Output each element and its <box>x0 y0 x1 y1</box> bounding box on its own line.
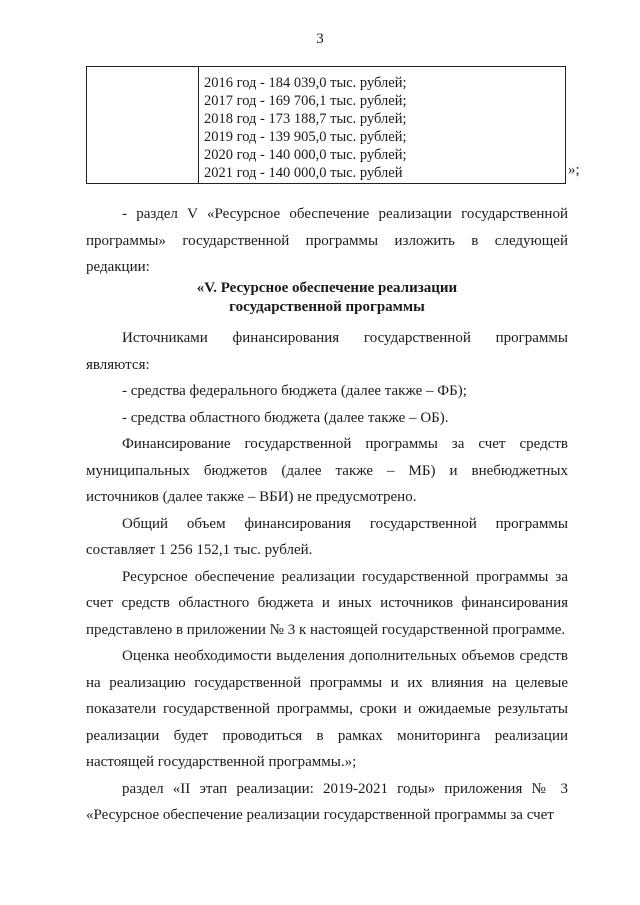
financing-year-row: 2019 год - 139 905,0 тыс. рублей; <box>204 129 407 145</box>
financing-year-row: 2016 год - 184 039,0 тыс. рублей; <box>204 75 407 91</box>
stage-section-paragraph: раздел «II этап реализации: 2019-2021 годы» приложения № 3 «Ресурсное обеспечение реализации государственной программы за счет <box>86 780 568 823</box>
financing-year-row: 2018 год - 173 188,7 тыс. рублей; <box>204 111 407 127</box>
table-divider <box>198 67 199 183</box>
page-number: 3 <box>316 31 324 47</box>
section-intro: - раздел V «Ресурсное обеспечение реализации государственной программы» государственной программы изложить в следующей редакции: <box>86 206 568 275</box>
document-body <box>86 325 568 829</box>
source-federal-item: - средства федерального бюджета (далее также – ФБ); <box>122 383 467 399</box>
municipal-note-paragraph: Финансирование государственной программы за счет средств муниципальных бюджетов (далее также – МБ) и внебюджетных источников (далее также – ВБИ) не предусмотрено. <box>86 436 568 505</box>
table-closing-mark: »; <box>568 162 580 178</box>
financing-table <box>86 66 566 184</box>
section-intro-block <box>86 201 568 281</box>
sources-intro-paragraph: Источниками финансирования государственной программы являются: <box>86 330 568 373</box>
financing-year-row: 2020 год - 140 000,0 тыс. рублей; <box>204 147 407 163</box>
appendix-reference-paragraph: Ресурсное обеспечение реализации государственной программы за счет средств областного бюджета и иных источников финансирования представлено в приложении № 3 к настоящей государственной программе. <box>86 568 568 638</box>
total-volume-paragraph: Общий объем финансирования государственной программы составляет 1 256 152,1 тыс. рублей. <box>86 515 568 558</box>
financing-year-row: 2017 год - 169 706,1 тыс. рублей; <box>204 93 407 109</box>
section-heading-line1: «V. Ресурсное обеспечение реализации <box>196 280 458 296</box>
source-regional-item: - средства областного бюджета (далее также – ОБ). <box>122 409 449 426</box>
assessment-paragraph: Оценка необходимости выделения дополнительных объемов средств на реализацию государственной программы и их влияния на целевые показатели государственной программы, сроки и ожидаемые результаты реализации будет проводиться в рамках мониторинга реализации настоящей государственной программы.»; <box>86 648 568 770</box>
section-heading-line2: государственной программы <box>229 299 425 315</box>
financing-years-list <box>204 74 406 182</box>
financing-year-row: 2021 год - 140 000,0 тыс. рублей <box>204 165 403 181</box>
section-heading-block <box>86 279 568 317</box>
